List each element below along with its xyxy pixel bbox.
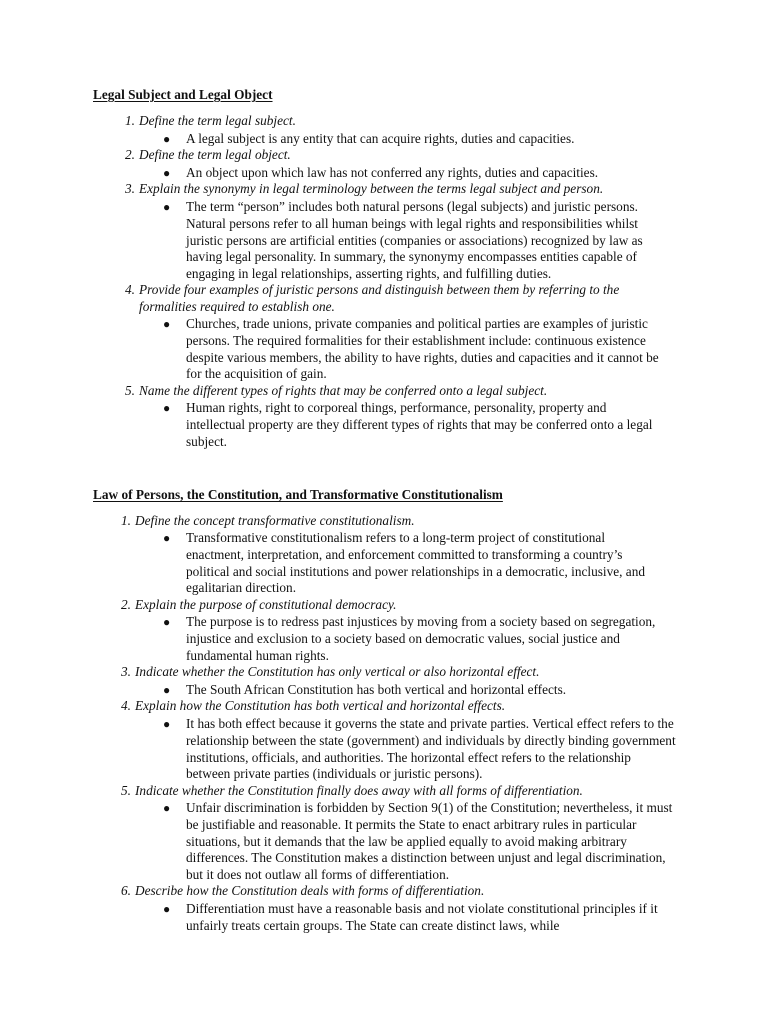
question-text: Provide four examples of juristic persons and distinguish between them by referring to the formalities required to establish one.	[139, 282, 620, 314]
bullet-icon: ●	[163, 902, 171, 916]
question-item	[125, 181, 679, 198]
section-heading-legal-subject: Legal Subject and Legal Object	[93, 87, 273, 102]
answer-text: The term “person” includes both natural persons (legal subjects) and juristic persons. Natural persons refer to all human beings with legal rights and responsibilities whilst juristic persons are artificial entities (companies or associations) recognized by law as having legal personality. In summary, the synonymy encompasses entities capable of engaging in legal relationships, asserting rights, and fulfilling duties.	[186, 199, 643, 282]
question-number: 2.	[125, 147, 135, 162]
answer-text: It has both effect because it governs the state and private parties. Vertical effect refers to the relationship between the state (government) and individuals by directly binding government institutions, officials, and authorities. The horizontal effect refers to the relationship between private parties (individuals or juristic persons).	[186, 716, 676, 782]
question-text: Describe how the Constitution deals with forms of differentiation.	[135, 883, 485, 898]
question-number: 3.	[121, 664, 131, 679]
bullet-icon: ●	[163, 531, 171, 545]
answer-text: An object upon which law has not conferred any rights, duties and capacities.	[186, 165, 599, 180]
question-number: 5.	[121, 783, 131, 798]
question-text: Define the concept transformative constitutionalism.	[135, 513, 415, 528]
answer-text: Churches, trade unions, private companies and political parties are examples of juristic persons. The required formalities for their establishment include: continuous existence despite various members, the ability to have rights, duties and capacities and it cannot be for the acquisition of gain.	[186, 316, 659, 382]
answer-item	[163, 682, 678, 699]
question-number: 4.	[125, 282, 135, 297]
question-text: Explain how the Constitution has both vertical and horizontal effects.	[135, 698, 506, 713]
bullet-icon: ●	[163, 317, 171, 331]
answer-item	[163, 400, 666, 450]
question-item	[121, 698, 695, 715]
question-item	[121, 597, 655, 614]
answer-item	[163, 131, 678, 148]
bullet-icon: ●	[163, 166, 171, 180]
answer-item	[163, 530, 666, 597]
question-number: 5.	[125, 383, 135, 398]
answer-text: Differentiation must have a reasonable basis and not violate constitutional principles if it unfairly treats certain groups. The State can create distinct laws, while	[186, 901, 658, 933]
question-item	[125, 282, 659, 316]
question-text: Define the term legal object.	[139, 147, 291, 162]
question-number: 2.	[121, 597, 131, 612]
question-item	[125, 113, 659, 130]
answer-item	[163, 614, 664, 664]
answer-item	[163, 901, 676, 935]
question-text: Define the term legal subject.	[139, 113, 296, 128]
answer-text: A legal subject is any entity that can acquire rights, duties and capacities.	[186, 131, 575, 146]
answer-text: Transformative constitutionalism refers to a long-term project of constitutional enactment, interpretation, and enforcement committed to transforming a country’s political and social institutions and power relationships in a democratic, inclusive, and egalitarian direction.	[186, 530, 646, 596]
question-text: Explain the purpose of constitutional democracy.	[135, 597, 397, 612]
bullet-icon: ●	[163, 200, 171, 214]
question-item	[121, 664, 695, 681]
question-item	[125, 147, 659, 164]
question-number: 1.	[125, 113, 135, 128]
answer-text: Human rights, right to corporeal things, performance, personality, property and intellectual property are they different types of rights that may be conferred onto a legal subject.	[186, 400, 653, 449]
answer-item	[163, 199, 678, 283]
bullet-icon: ●	[163, 683, 171, 697]
bullet-icon: ●	[163, 801, 171, 815]
question-number: 1.	[121, 513, 131, 528]
answer-item	[163, 316, 672, 383]
bullet-icon: ●	[163, 615, 171, 629]
question-text: Indicate whether the Constitution finally does away with all forms of differentiation.	[135, 783, 583, 798]
answer-text: The purpose is to redress past injustices by moving from a society based on segregation, injustice and exclusion to a society based on democratic values, social justice and fundamental human rights.	[186, 614, 656, 663]
answer-item	[163, 716, 678, 783]
question-text: Explain the synonymy in legal terminology between the terms legal subject and person.	[139, 181, 604, 196]
question-item	[121, 513, 655, 530]
answer-item	[163, 800, 676, 884]
bullet-icon: ●	[163, 132, 171, 146]
bullet-icon: ●	[163, 717, 171, 731]
answer-text: Unfair discrimination is forbidden by Section 9(1) of the Constitution; nevertheless, it must be justifiable and reasonable. It permits the State to enact arbitrary rules in particular situations, but it demands that the law be applied equally to avoid making arbitrary differences. The Constitution makes a distinction between unjust and legal discrimination, but it does not outlaw all forms of differentiation.	[186, 800, 673, 883]
answer-item	[163, 165, 678, 182]
question-number: 3.	[125, 181, 135, 196]
answer-text: The South African Constitution has both vertical and horizontal effects.	[186, 682, 567, 697]
question-item	[121, 783, 695, 800]
question-item	[125, 383, 679, 400]
section-heading-law-of-persons: Law of Persons, the Constitution, and Transformative Constitutionalism	[93, 487, 503, 502]
bullet-icon: ●	[163, 401, 171, 415]
question-text: Name the different types of rights that may be conferred onto a legal subject.	[139, 383, 548, 398]
question-item	[121, 883, 695, 900]
question-text: Indicate whether the Constitution has only vertical or also horizontal effect.	[135, 664, 540, 679]
question-number: 6.	[121, 883, 131, 898]
question-number: 4.	[121, 698, 131, 713]
